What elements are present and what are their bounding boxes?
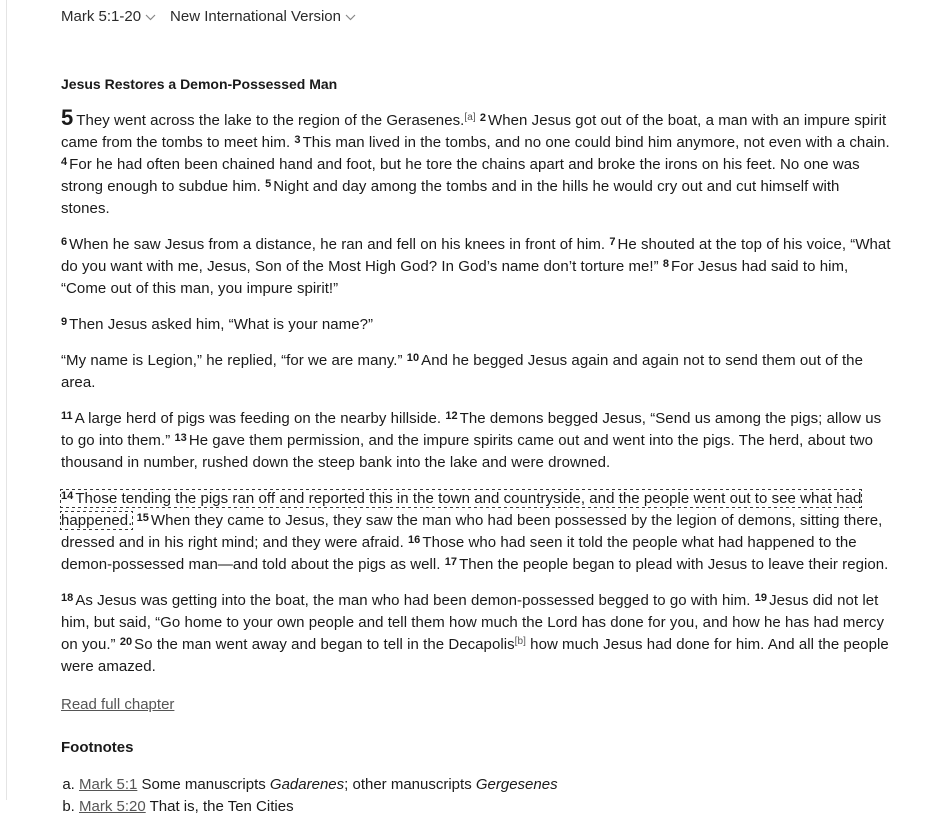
paragraph-2	[61, 234, 891, 300]
left-border	[6, 0, 7, 800]
passage-selector[interactable]	[61, 8, 156, 25]
verse-number: 20	[119, 636, 133, 648]
verse-text: For he had often been chained hand and foot, but he tore the chains apart and broke the irons on his feet. No one was strong enough to subdue him.	[61, 156, 860, 195]
paragraph-1	[61, 107, 891, 220]
verse-text: They went across the lake to the region of the Gerasenes.	[76, 112, 465, 129]
paragraph-5	[61, 408, 891, 474]
paragraph-4	[61, 350, 891, 394]
verse-text: As Jesus was getting into the boat, the man who had been demon-possessed begged to go with him.	[75, 592, 751, 609]
verse-text: For Jesus had said to him, “Come out of this man, you impure spirit!”	[61, 258, 849, 297]
chevron-down-icon	[345, 14, 356, 21]
verse-number: 17	[444, 556, 458, 568]
verse-number: 6	[61, 236, 68, 248]
verse-number: 9	[61, 316, 68, 328]
verse-text: He gave them permission, and the impure spirits came out and went into the pigs. The herd, about two thousand in number, rushed down the steep bank into the lake and were drowned.	[61, 432, 874, 471]
footnote-item-b	[79, 796, 891, 818]
footnotes-list	[61, 774, 891, 818]
verse-number: 10	[406, 352, 420, 364]
verse-text: Night and day among the tombs and in the hills he would cry out and cut himself with stones.	[61, 178, 840, 217]
footnote-emphasis: Gergesenes	[475, 776, 558, 793]
paragraph-6	[61, 488, 891, 576]
footnote-item-a	[79, 774, 891, 796]
verse-text: When he saw Jesus from a distance, he ran and fell on his knees in front of him.	[69, 236, 606, 253]
verse-text: So the man went away and began to tell in the Decapolis	[134, 636, 515, 653]
verse-text: The demons begged Jesus, “Send us among the pigs; allow us to go into them.”	[61, 410, 882, 449]
paragraph-7	[61, 590, 891, 678]
verse-number: 4	[61, 156, 68, 168]
verse-text: This man lived in the tombs, and no one could bind him anymore, not even with a chain.	[302, 134, 890, 151]
passage-content	[61, 0, 891, 818]
verse-number: 14	[61, 490, 74, 502]
footnote-emphasis: Gadarenes	[269, 776, 345, 793]
footnote-ref-link[interactable]: Mark 5:20	[79, 798, 146, 815]
footnote-ref-link[interactable]: Mark 5:1	[79, 776, 138, 793]
verse-number: 7	[609, 236, 616, 248]
read-full-chapter-link[interactable]: Read full chapter	[61, 696, 175, 713]
verse-number: 16	[408, 534, 421, 546]
verse-number: 5	[265, 178, 272, 190]
verse-number: 18	[61, 592, 74, 604]
footnotes-title: Footnotes	[61, 739, 134, 756]
verse-text: He shouted at the top of his voice, “What do you want with me, Jesus, Son of the Most High God? In God’s name don’t torture me!”	[61, 236, 891, 275]
verse-text: Those tending the pigs ran off and reported this in the town and countryside, and the people went out to see what had happened.	[61, 490, 862, 529]
passage-title: Jesus Restores a Demon-Possessed Man	[61, 76, 338, 92]
verse-number: 3	[294, 134, 301, 146]
verse-number: 11	[61, 410, 73, 422]
footnote-text: Some manuscripts	[141, 776, 270, 793]
verse-text: Jesus did not let him, but said, “Go home to your own people and tell them how much the Lord has done for you, and how he has had mercy on you.”	[61, 592, 884, 653]
passage-header	[61, 0, 891, 32]
verse-text: Those who had seen it told the people what had happened to the demon-possessed man—and told about the pigs as well.	[61, 534, 857, 573]
verse-number: 8	[662, 258, 670, 270]
version-selector[interactable]	[170, 8, 356, 25]
verse-number: 13	[174, 432, 187, 444]
footnote-text: ; other manuscripts	[344, 776, 476, 793]
verse-number: 19	[754, 592, 768, 604]
verse-text: Then the people began to plead with Jesus to leave their region.	[459, 556, 889, 573]
verse-number: 15	[136, 512, 149, 524]
verse-text: And he begged Jesus again and again not to send them out of the area.	[61, 352, 863, 391]
verse-text: “My name is Legion,” he replied, “for we are many.”	[61, 352, 403, 369]
verse-text: Then Jesus asked him, “What is your name?”	[69, 316, 374, 333]
verse-text: how much Jesus had done for him. And all the people were amazed.	[61, 636, 889, 675]
verse-text: A large herd of pigs was feeding on the nearby hillside.	[74, 410, 442, 427]
footnote-marker-b[interactable]: [b]	[514, 636, 526, 647]
paragraph-3	[61, 314, 891, 336]
verse-number: 2	[479, 112, 487, 124]
footnote-marker-a[interactable]: [a]	[464, 112, 476, 123]
chapter-number: 5	[61, 105, 74, 130]
chevron-down-icon	[145, 14, 156, 21]
verse-text: When they came to Jesus, they saw the man who had been possessed by the legion of demons, sitting there, dressed and in his right mind; and they were afraid.	[61, 512, 883, 551]
footnote-text: That is, the Ten Cities	[149, 798, 294, 815]
passage-selector-label: Mark 5:1-20	[61, 7, 142, 25]
verse-text: When Jesus got out of the boat, a man with an impure spirit came from the tombs to meet him.	[61, 112, 887, 151]
verse-number: 12	[445, 410, 458, 422]
version-selector-label: New International Version	[170, 7, 341, 25]
